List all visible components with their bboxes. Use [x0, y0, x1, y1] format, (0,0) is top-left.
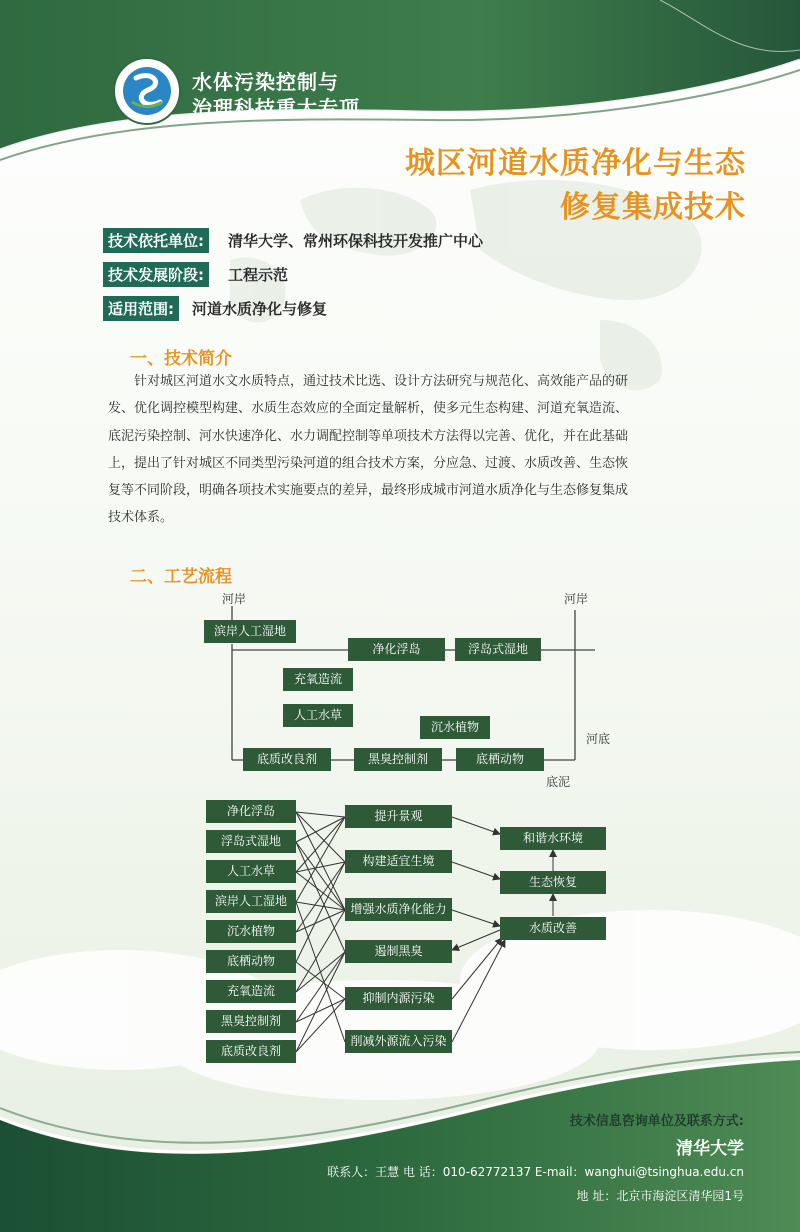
tech-box: 浮岛式湿地: [206, 830, 296, 853]
info-label-stage: 技术发展阶段:: [103, 262, 209, 287]
program-name-line2: 治理科技重大专项: [192, 96, 360, 120]
contact-line: 联系人：王慧 电 话：010-62772137 E-mail：wanghui@tsinghua.edu.cn: [327, 1165, 744, 1179]
tech-box: 滨岸人工湿地: [206, 890, 296, 913]
box-aeration: 充氧造流: [283, 668, 353, 691]
page-title-line1: 城区河道水质净化与生态: [405, 146, 746, 181]
tech-box: 黑臭控制剂: [206, 1010, 296, 1033]
tech-box: 充氧造流: [206, 980, 296, 1003]
box-benthic-animals: 底栖动物: [456, 748, 544, 771]
bank-right-label: 河岸: [564, 592, 589, 606]
riverbed-label: 河底: [586, 732, 611, 746]
info-value-unit: 清华大学、常州环保科技开发推广中心: [228, 232, 484, 250]
box-floating-island: 净化浮岛: [348, 638, 445, 661]
consult-label: 技术信息咨询单位及联系方式:: [569, 1114, 744, 1129]
function-box: 削减外源流入污染: [345, 1030, 452, 1053]
tech-box: 沉水植物: [206, 920, 296, 943]
goal-box-water-quality: 水质改善: [500, 917, 606, 940]
function-box: 抑制内源污染: [345, 987, 452, 1010]
tech-box: 底栖动物: [206, 950, 296, 973]
goal-box-harmonious-water: 和谐水环境: [500, 827, 606, 850]
tech-box: 底质改良剂: [206, 1040, 296, 1063]
box-artificial-grass: 人工水草: [283, 704, 353, 727]
info-value-scope: 河道水质净化与修复: [192, 300, 328, 318]
intro-line: 复等不同阶段，明确各项技术实施要点的差异，最终形成城市河道水质净化与生态修复集成: [108, 483, 629, 499]
info-value-stage: 工程示范: [228, 266, 289, 284]
tech-box: 净化浮岛: [206, 800, 296, 823]
bank-left-label: 河岸: [222, 592, 247, 606]
function-box: 构建适宜生境: [345, 850, 452, 873]
function-box: 遏制黑臭: [345, 940, 452, 963]
function-box: 增强水质净化能力: [345, 898, 452, 921]
info-label-scope: 适用范围:: [103, 296, 179, 321]
sediment-label: 底泥: [546, 775, 571, 789]
intro-line: 底泥污染控制、河水快速净化、水力调配控制等单项技术方法得以完善、优化，并在此基础: [108, 428, 629, 444]
tech-box: 人工水草: [206, 860, 296, 883]
intro-line: 针对城区河道水文水质特点，通过技术比选、设计方法研究与规范化、高效能产品的研: [134, 374, 629, 389]
intro-line: 发、优化调控模型构建、水质生态效应的全面定量解析，使多元生态构建、河道充氧造流、: [108, 401, 629, 417]
consult-org: 清华大学: [676, 1139, 744, 1159]
intro-line: 上，提出了针对城区不同类型污染河道的组合技术方案，分应急、过渡、水质改善、生态恢: [108, 455, 629, 471]
intro-line: 技术体系。: [108, 510, 174, 526]
section-heading-process: 二、工艺流程: [130, 567, 232, 587]
program-name-line1: 水体污染控制与: [192, 70, 339, 94]
address-line: 地 址：北京市海淀区清华园1号: [576, 1189, 744, 1203]
page-title-line2: 修复集成技术: [560, 190, 746, 225]
box-sediment-improver: 底质改良剂: [243, 748, 331, 771]
info-label-unit: 技术依托单位:: [103, 228, 209, 253]
section-heading-intro: 一、技术简介: [130, 349, 232, 369]
function-box: 提升景观: [345, 805, 452, 828]
box-riparian-wetland: 滨岸人工湿地: [204, 620, 296, 643]
box-odor-agent: 黑臭控制剂: [354, 748, 442, 771]
box-submerged-plants: 沉水植物: [420, 716, 490, 739]
goal-box-eco-restoration: 生态恢复: [500, 871, 606, 894]
box-floating-wetland: 浮岛式湿地: [455, 638, 541, 661]
